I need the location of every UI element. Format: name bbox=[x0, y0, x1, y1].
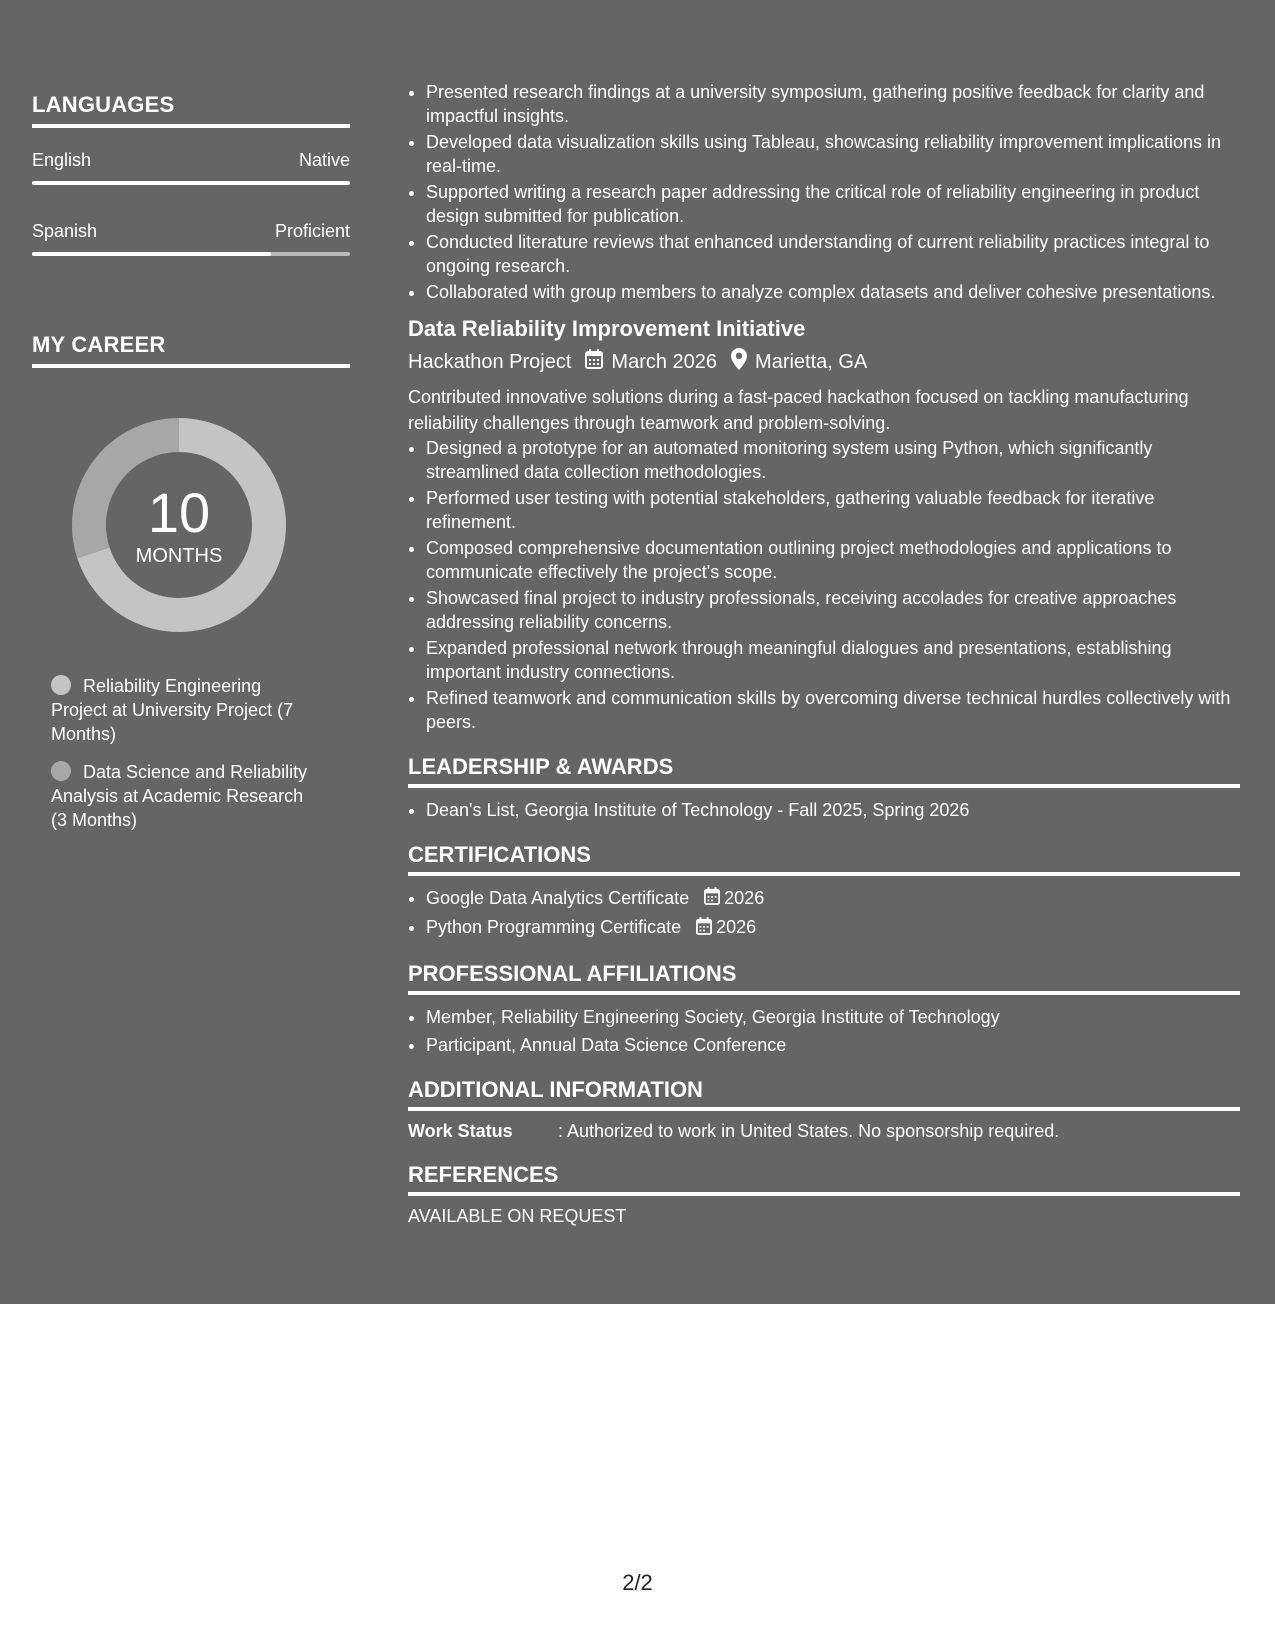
bullet-item: • Participant, Annual Data Science Conference bbox=[426, 1033, 1240, 1057]
certification-year: 2026 bbox=[724, 888, 765, 908]
references-text: AVAILABLE ON REQUEST bbox=[408, 1205, 627, 1226]
project-type: Hackathon Project bbox=[408, 350, 572, 373]
affiliations-list bbox=[408, 1005, 1240, 1057]
page-number: 2/2 bbox=[622, 1570, 653, 1595]
certifications-title: CERTIFICATIONS bbox=[408, 842, 1240, 876]
leadership-section bbox=[408, 754, 1240, 822]
bullet-item: • Dean's List, Georgia Institute of Technology - Fall 2025, Spring 2026 bbox=[426, 798, 1240, 822]
career-legend-label: Data Science and Reliability Analysis at Academic Research (3 Months) bbox=[51, 762, 308, 830]
calendar-icon bbox=[696, 917, 712, 941]
bullet-item: • Supported writing a research paper addressing the critical role of reliability engineering in product design submitted for publication. bbox=[426, 180, 1240, 228]
bullet-item: • Conducted literature reviews that enhanced understanding of current reliability practices integral to ongoing research. bbox=[426, 230, 1240, 278]
experience-bullets bbox=[408, 80, 1240, 304]
language-name: English bbox=[32, 150, 92, 170]
certifications-list bbox=[408, 886, 1240, 941]
bullet-item: • Collaborated with group members to analyze complex datasets and deliver cohesive presentations. bbox=[426, 280, 1240, 304]
languages-title: LANGUAGES bbox=[32, 92, 350, 128]
project-description: Contributed innovative solutions during a fast-paced hackathon focused on tackling manufacturing reliability challenges through teamwork and problem-solving. bbox=[408, 387, 1189, 433]
career-title: MY CAREER bbox=[32, 332, 350, 368]
language-level-bar bbox=[32, 181, 350, 185]
project-bullets bbox=[408, 436, 1240, 734]
language-item bbox=[32, 150, 350, 185]
project-title: Data Reliability Improvement Initiative bbox=[408, 316, 806, 341]
work-status-key: Work Status bbox=[408, 1120, 513, 1141]
work-status-row bbox=[408, 1121, 1240, 1142]
career-legend bbox=[51, 674, 321, 832]
language-item bbox=[32, 221, 350, 256]
project-meta bbox=[408, 348, 1240, 376]
project-entry bbox=[408, 316, 1240, 734]
donut-center bbox=[66, 412, 292, 638]
references-section bbox=[408, 1162, 1240, 1227]
career-total-unit: MONTHS bbox=[135, 544, 223, 567]
career-legend-label: Reliability Engineering Project at University Project (7 Months) bbox=[51, 676, 294, 744]
calendar-icon bbox=[704, 887, 720, 911]
language-level-fill bbox=[32, 252, 271, 256]
leadership-title: LEADERSHIP & AWARDS bbox=[408, 754, 1240, 788]
certification-item bbox=[426, 915, 1240, 940]
bullet-item: • Performed user testing with potential stakeholders, gathering valuable feedback for iterative refinement. bbox=[426, 486, 1240, 534]
location-pin-icon bbox=[731, 348, 747, 376]
additional-info-section bbox=[408, 1077, 1240, 1142]
certification-name: Python Programming Certificate bbox=[426, 917, 682, 938]
left-column bbox=[32, 92, 350, 846]
bullet-item: • Expanded professional network through meaningful dialogues and presentations, establishing important industry connections. bbox=[426, 636, 1240, 684]
calendar-icon bbox=[585, 349, 603, 375]
bullet-item: • Showcased final project to industry professionals, receiving accolades for creative approaches addressing reliability concerns. bbox=[426, 586, 1240, 634]
bullet-item: • Refined teamwork and communication skills by overcoming diverse technical hurdles collectively with peers. bbox=[426, 686, 1240, 734]
bullet-item: • Designed a prototype for an automated monitoring system using Python, which significantly streamlined data collection methodologies. bbox=[426, 436, 1240, 484]
additional-info-title: ADDITIONAL INFORMATION bbox=[408, 1077, 1240, 1111]
project-date: March 2026 bbox=[611, 350, 718, 373]
project-location: Marietta, GA bbox=[755, 350, 868, 373]
languages-section bbox=[32, 92, 350, 256]
career-legend-item bbox=[51, 674, 321, 746]
language-level-fill bbox=[32, 181, 350, 185]
bullet-item: • Member, Reliability Engineering Society, Georgia Institute of Technology bbox=[426, 1005, 1240, 1029]
certifications-section bbox=[408, 842, 1240, 941]
bullet-item: • Developed data visualization skills using Tableau, showcasing reliability improvement implications in real-time. bbox=[426, 130, 1240, 178]
certification-name: Google Data Analytics Certificate bbox=[426, 888, 690, 908]
certification-year: 2026 bbox=[716, 917, 757, 938]
references-title: REFERENCES bbox=[408, 1162, 1240, 1196]
language-level-bar bbox=[32, 252, 350, 256]
work-status-value: : Authorized to work in United States. No sponsorship required. bbox=[558, 1120, 1060, 1141]
career-total-value: 10 bbox=[147, 480, 211, 544]
career-section bbox=[32, 332, 350, 832]
certification-item bbox=[426, 886, 1240, 911]
career-legend-item bbox=[51, 760, 321, 832]
language-level: Proficient bbox=[274, 221, 350, 241]
bullet-item: • Presented research findings at a university symposium, gathering positive feedback for clarity and impactful insights. bbox=[426, 80, 1240, 128]
language-name: Spanish bbox=[32, 221, 98, 241]
bullet-item: • Composed comprehensive documentation outlining project methodologies and applications to communicate effectively the project's scope. bbox=[426, 536, 1240, 584]
right-column bbox=[408, 80, 1240, 1227]
legend-dot-icon bbox=[51, 675, 71, 695]
legend-dot-icon bbox=[51, 761, 71, 781]
career-donut-chart bbox=[66, 412, 292, 638]
language-level: Native bbox=[298, 150, 350, 170]
leadership-list bbox=[408, 798, 1240, 822]
affiliations-title: PROFESSIONAL AFFILIATIONS bbox=[408, 961, 1240, 995]
affiliations-section bbox=[408, 961, 1240, 1057]
